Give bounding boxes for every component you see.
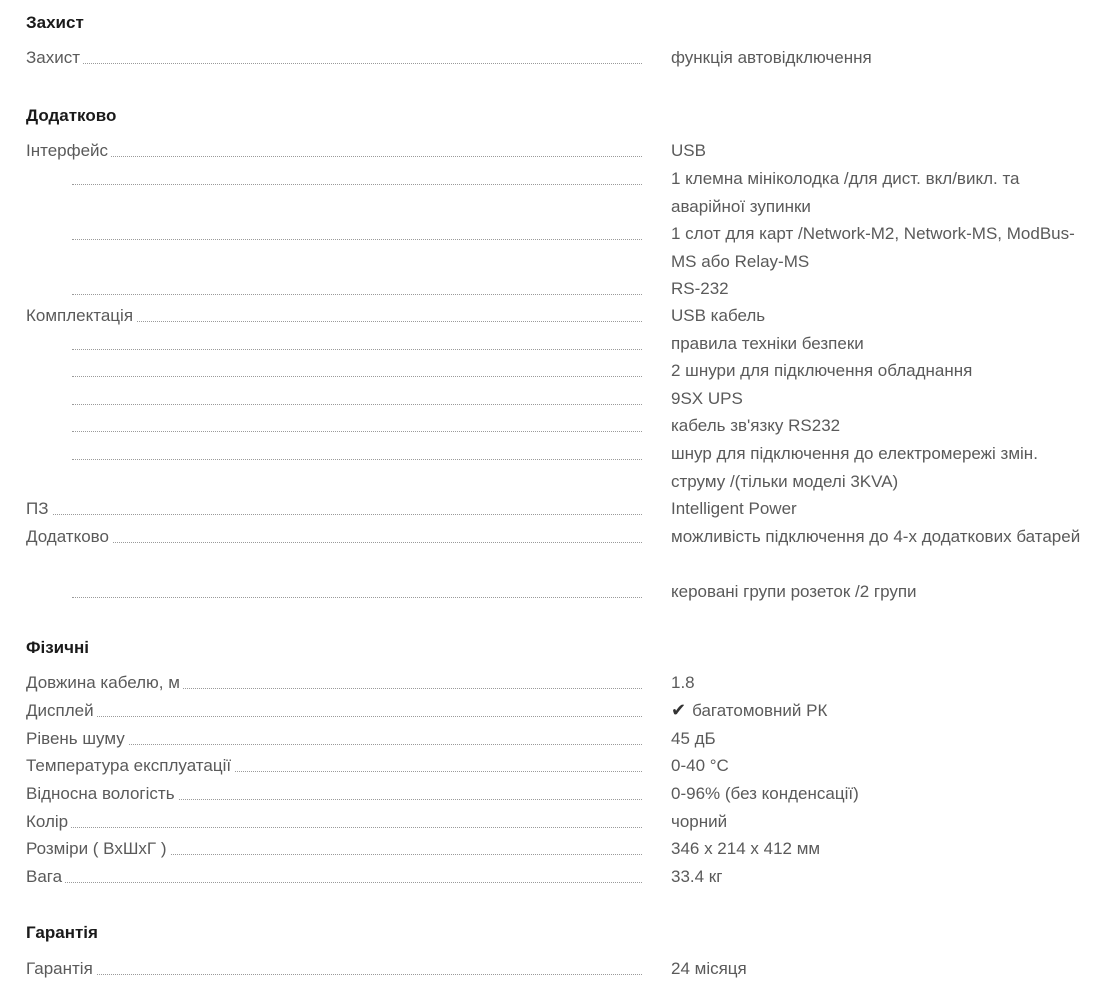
spec-value: 1 слот для карт /Network-M2, Network-MS, ModBus-MS або Relay-MS — [671, 224, 1075, 271]
spec-label: Температура експлуатації — [26, 755, 234, 777]
spec-value-text: багатомовний РК — [692, 701, 828, 720]
spec-value: 0-40 °C — [671, 756, 729, 775]
section-title: Фізичні — [26, 638, 89, 657]
spec-value — [671, 697, 1091, 725]
dotted-leader — [72, 184, 642, 185]
section-title: Захист — [26, 13, 84, 32]
dotted-leader — [72, 404, 642, 405]
spec-value: 1.8 — [671, 673, 695, 692]
section-title: Гарантія — [26, 923, 98, 942]
spec-label: Дисплей — [26, 700, 97, 722]
spec-value: Intelligent Power — [671, 499, 797, 518]
spec-value: 1 клемна мініколодка /для дист. вкл/викл. та аварійної зупинки — [671, 169, 1020, 216]
dotted-leader — [72, 349, 642, 350]
spec-value: кабель зв'язку RS232 — [671, 416, 841, 435]
spec-label: Додатково — [26, 526, 112, 548]
spec-label: Захист — [26, 47, 83, 69]
dotted-leader — [72, 239, 642, 240]
spec-label: Відносна вологість — [26, 783, 178, 805]
spec-label: Вага — [26, 866, 65, 888]
dotted-leader — [26, 882, 642, 883]
dotted-leader — [72, 376, 642, 377]
dotted-leader — [26, 827, 642, 828]
spec-label: Довжина кабелю, м — [26, 672, 183, 694]
spec-value: керовані групи розеток /2 групи — [671, 582, 917, 601]
spec-label: ПЗ — [26, 498, 52, 520]
spec-value: 9SX UPS — [671, 389, 743, 408]
spec-value: 2 шнури для підключення обладнання — [671, 361, 973, 380]
dotted-leader — [72, 294, 642, 295]
dotted-leader — [72, 597, 642, 598]
section-title: Додатково — [26, 106, 117, 125]
spec-value: RS-232 — [671, 279, 729, 298]
checkmark-icon: ✔ — [671, 700, 687, 720]
spec-label: Гарантія — [26, 958, 96, 980]
spec-value: USB — [671, 141, 706, 160]
spec-value: 24 місяця — [671, 959, 747, 978]
spec-value: правила техніки безпеки — [671, 334, 864, 353]
spec-label: Інтерфейс — [26, 140, 111, 162]
dotted-leader — [26, 156, 642, 157]
spec-value: функція автовідключення — [671, 48, 872, 67]
spec-value: 346 x 214 x 412 мм — [671, 839, 821, 858]
spec-label: Рівень шуму — [26, 728, 128, 750]
spec-value: можливість підключення до 4-х додаткових батарей — [671, 527, 1081, 546]
spec-value: шнур для підключення до електромережі змін. струму /(тільки моделі 3KVA) — [671, 444, 1038, 491]
dotted-leader — [72, 459, 642, 460]
spec-value: USB кабель — [671, 306, 766, 325]
dotted-leader — [26, 63, 642, 64]
spec-value: 45 дБ — [671, 729, 716, 748]
spec-label: Розміри ( ВхШхГ ) — [26, 838, 170, 860]
spec-value: 33.4 кг — [671, 867, 723, 886]
dotted-leader — [26, 716, 642, 717]
dotted-leader — [26, 542, 642, 543]
spec-value: чорний — [671, 812, 728, 831]
spec-value: 0-96% (без конденсації) — [671, 784, 859, 803]
spec-label: Колір — [26, 811, 71, 833]
spec-label: Комплектація — [26, 305, 136, 327]
dotted-leader — [26, 974, 642, 975]
dotted-leader — [72, 431, 642, 432]
dotted-leader — [26, 514, 642, 515]
